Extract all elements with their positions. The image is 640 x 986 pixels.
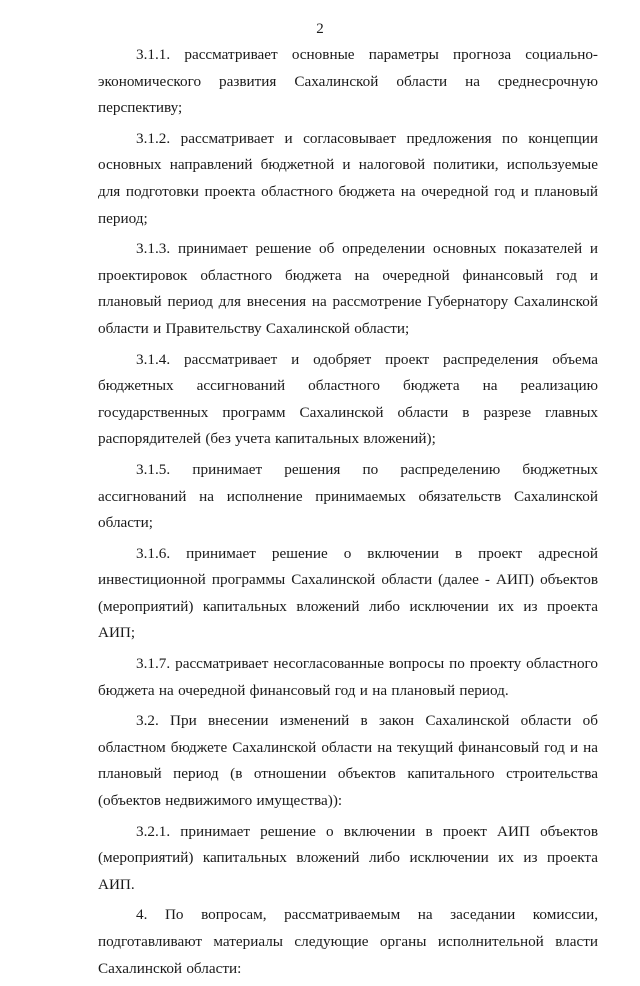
paragraph-3-1-2: 3.1.2. рассматривает и согласовывает предложения по концепции основных направлений бюджетной и налоговой политики, используемые для подготовки проекта областного бюджета на очередной год и плановый период; — [98, 129, 598, 227]
paragraph-4: 4. По вопросам, рассматриваемым на заседании комиссии, подготавливают материалы следующие органы исполнительной власти Сахалинской области: — [98, 906, 598, 977]
paragraph-3-1-5: 3.1.5. принимает решения по распределению бюджетных ассигнований на исполнение принимаемых обязательств Сахалинской области; — [98, 460, 598, 532]
paragraph-3-1-3: 3.1.3. принимает решение об определении основных показателей и проектировок областного бюджета на очередной финансовый год и плановый период для внесения на рассмотрение Губернатору Сахалинской области и Правительству Сахалинской области; — [98, 240, 598, 337]
document-body — [98, 42, 598, 986]
paragraph-3-1-1: 3.1.1. рассматривает основные параметры прогноза социально-экономического развития Сахалинской области на среднесрочную перспективу; — [98, 46, 598, 117]
paragraph-3-1-6: 3.1.6. принимает решение о включении в проект адресной инвестиционной программы Сахалинской области (далее - АИП) объектов (мероприятий) капитальных вложений либо исключении их из проекта АИП; — [98, 544, 598, 642]
paragraph-3-1-4: 3.1.4. рассматривает и одобряет проект распределения объема бюджетных ассигнований областного бюджета на реализацию государственных программ Сахалинской области в разрезе главных распорядителей (без учета капитальных вложений); — [98, 350, 598, 448]
page-number: 2 — [316, 21, 324, 37]
paragraph-3-2-1: 3.2.1. принимает решение о включении в проект АИП объектов (мероприятий) капитальных вложений либо исключении их из проекта АИП. — [98, 822, 598, 893]
paragraph-3-2: 3.2. При внесении изменений в закон Сахалинской области об областном бюджете Сахалинской области на текущий финансовый год и на плановый период (в отношении объектов капитального строительства (объектов недвижимого имущества)): — [98, 712, 598, 810]
paragraph-3-1-7: 3.1.7. рассматривает несогласованные вопросы по проекту областного бюджета на очередной финансовый год и на плановый период. — [98, 655, 598, 699]
